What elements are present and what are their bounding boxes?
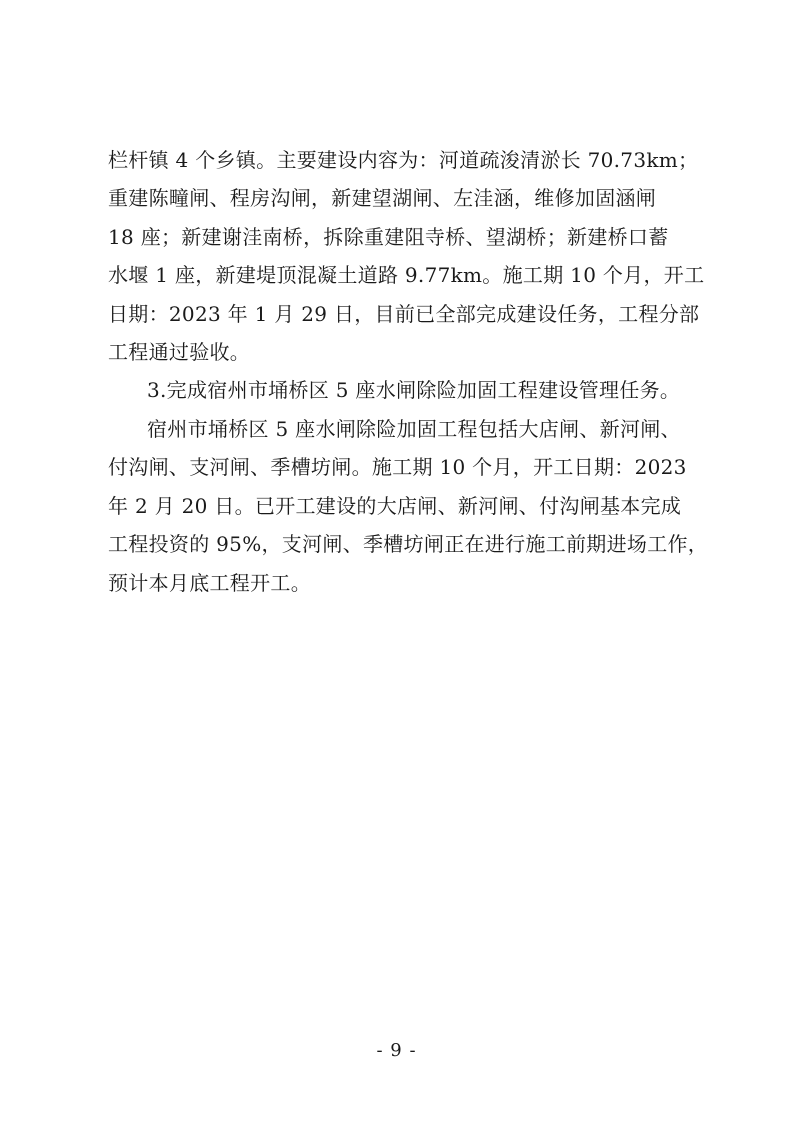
text-line: 18 座；新建谢洼南桥，拆除重建阻寺桥、望湖桥；新建桥口蓄: [108, 225, 669, 249]
text-line: 年 2 月 20 日。已开工建设的大店闸、新河闸、付沟闸基本完成: [108, 494, 682, 518]
text-line: 日期：2023 年 1 月 29 日，目前已全部完成建设任务，工程分部: [108, 302, 700, 326]
page-number: - 9 -: [376, 1040, 417, 1061]
text-line: 工程通过验收。: [108, 340, 251, 364]
text-line: 宿州市埇桥区 5 座水闸除险加固工程包括大店闸、新河闸、: [147, 417, 681, 441]
text-line: 重建陈疃闸、程房沟闸，新建望湖闸、左洼涵，维修加固涵闸: [108, 186, 657, 210]
text-line: 付沟闸、支河闸、季槽坊闸。施工期 10 个月，开工日期：2023: [108, 455, 687, 479]
text-line: 预计本月底工程开工。: [108, 571, 311, 595]
section-heading: 3.完成宿州市埇桥区 5 座水闸除险加固工程建设管理任务。: [147, 378, 681, 402]
text-line: 栏杆镇 4 个乡镇。主要建设内容为：河道疏浚清淤长 70.73km；: [108, 148, 699, 172]
text-line: 工程投资的 95%，支河闸、季槽坊闸正在进行施工前期进场工作，: [108, 532, 709, 556]
text-line: 水堰 1 座，新建堤顶混凝土道路 9.77km。施工期 10 个月，开工: [108, 263, 705, 287]
